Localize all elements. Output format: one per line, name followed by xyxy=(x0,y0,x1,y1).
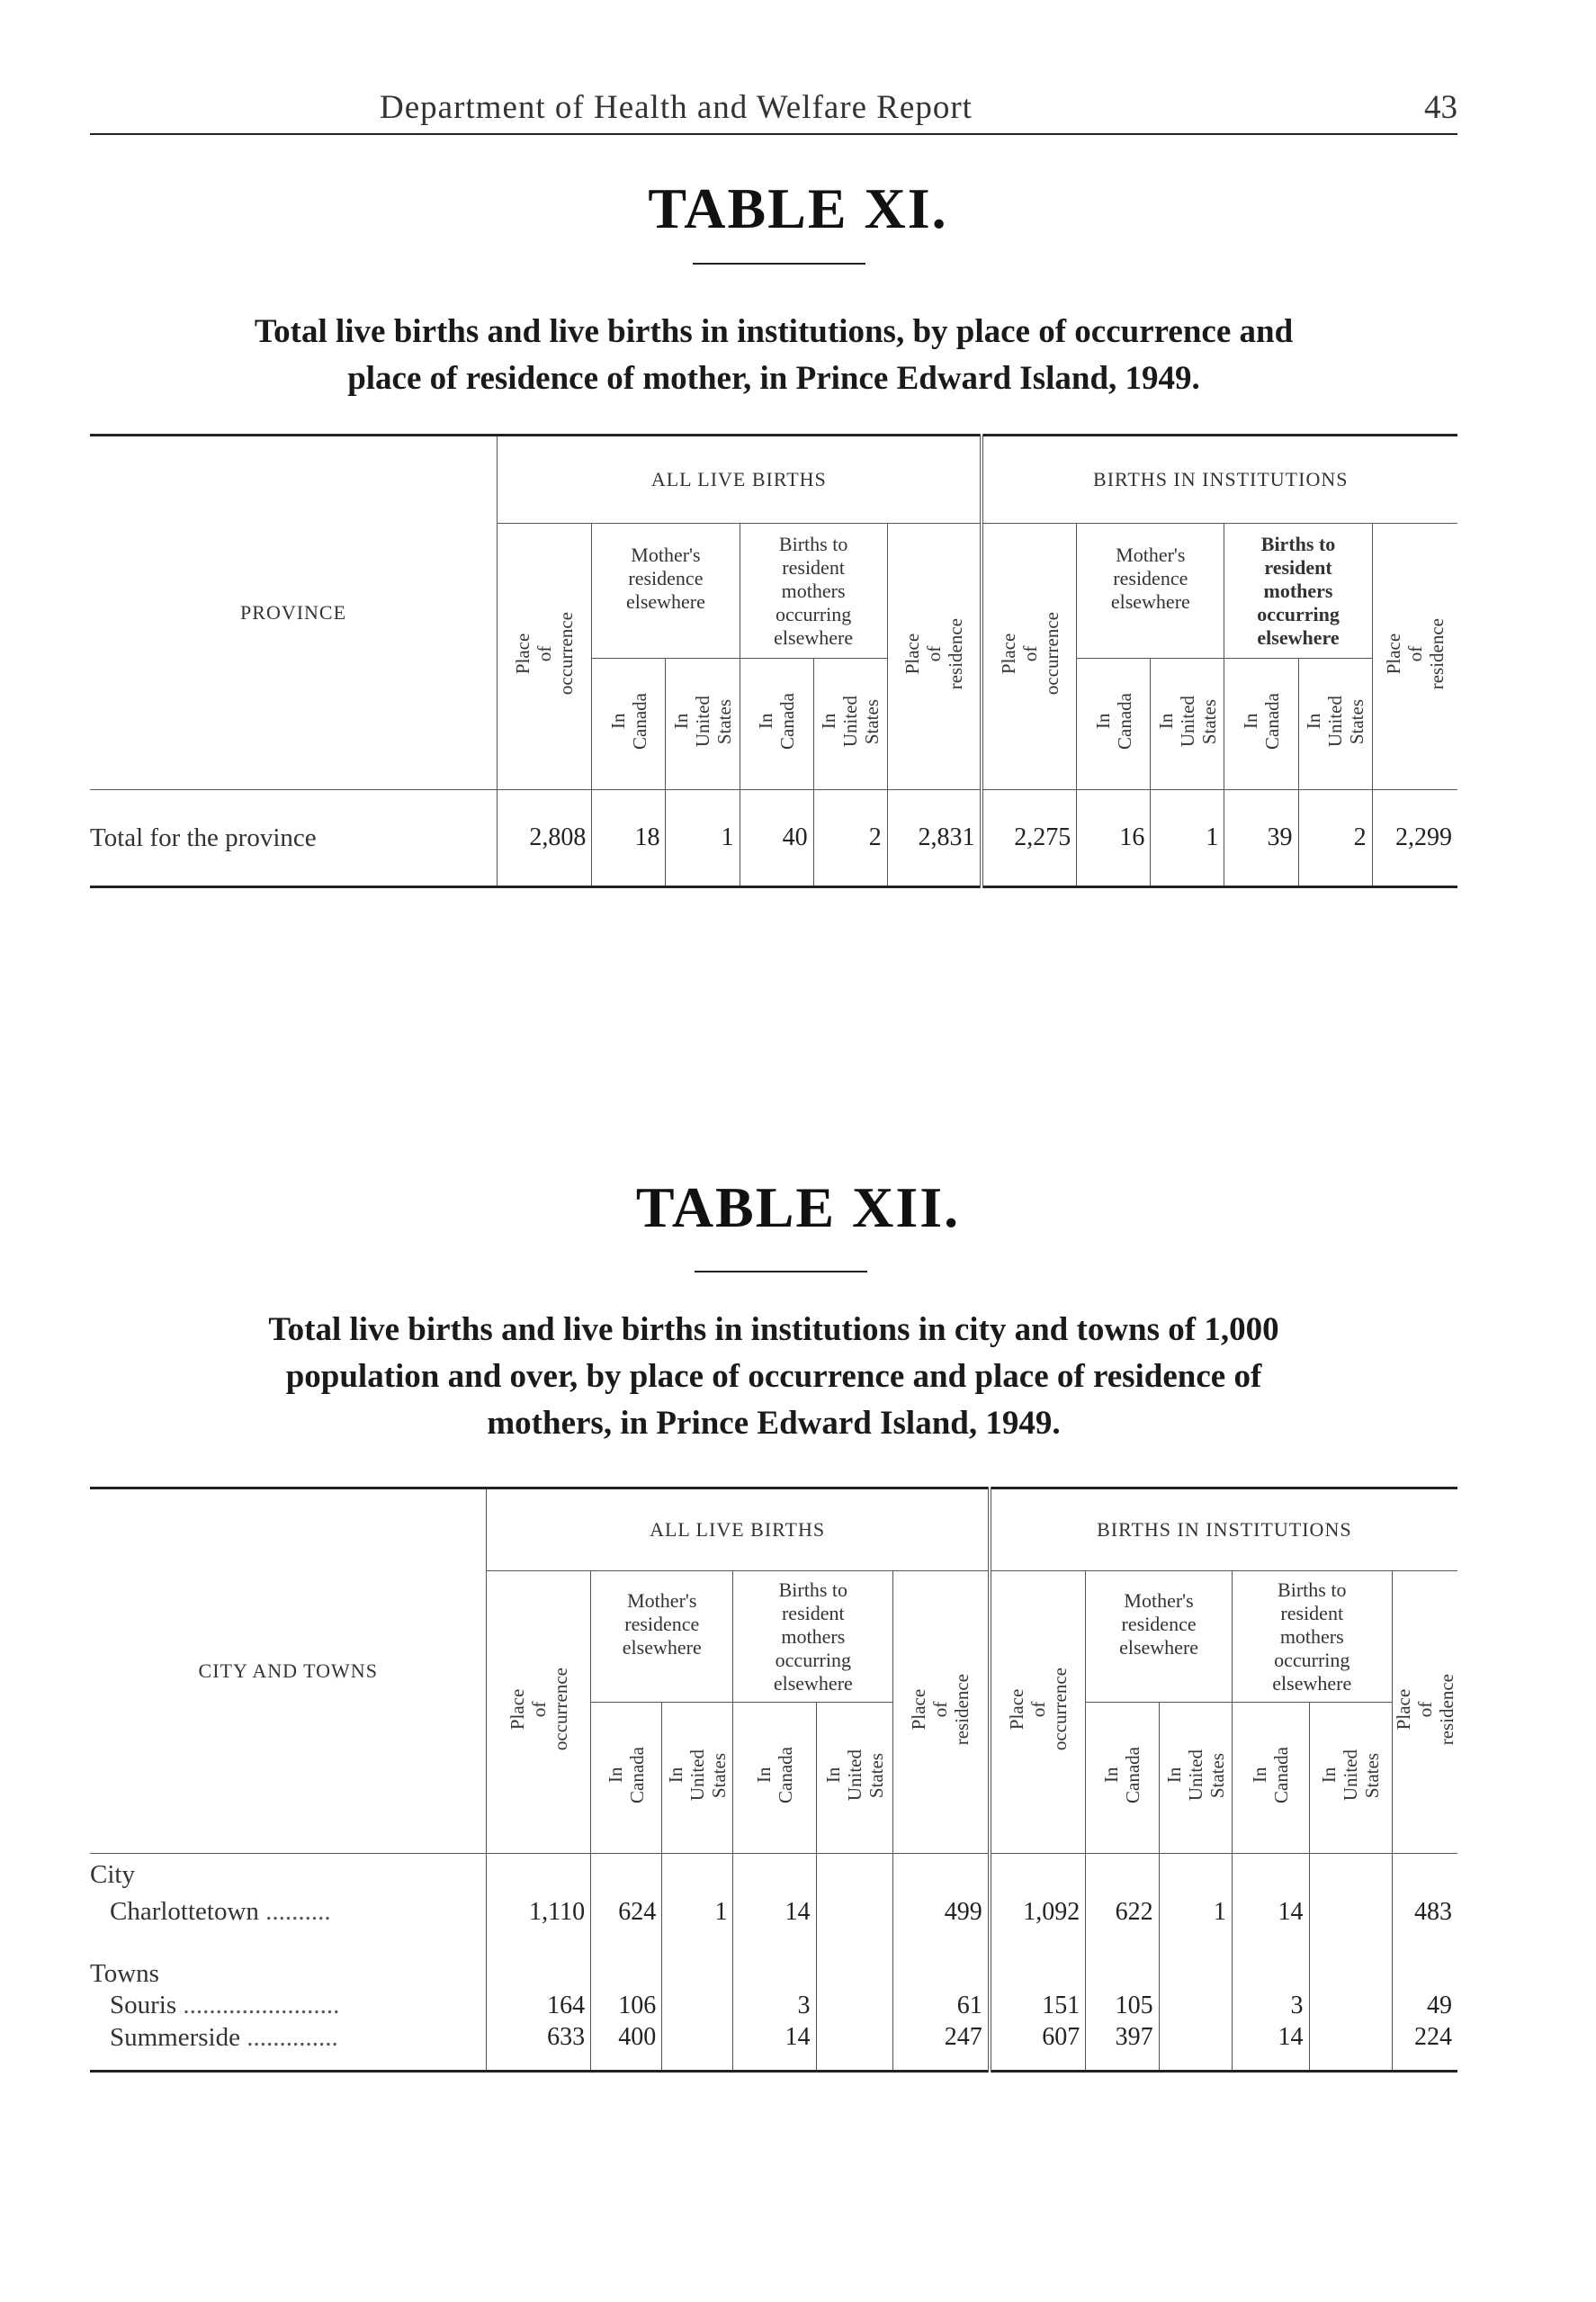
table-cell: 3 xyxy=(1232,1989,1309,2023)
table-xii-group-all-live-births: ALL LIVE BIRTHS xyxy=(487,1488,990,1571)
table-cell xyxy=(816,2023,893,2072)
table-cell xyxy=(662,2023,733,2072)
table-xii-row-label: Charlottetown xyxy=(110,1897,259,1926)
table-xi-col-in-us-1: In United States xyxy=(669,695,735,748)
table-xi-title: TABLE XI. xyxy=(648,176,948,240)
table-xii-col-in-us-2: In United States xyxy=(821,1749,887,1802)
table-cell: 624 xyxy=(591,1890,662,1935)
table-xii-col-mothers-residence-all: Mother's residence elsewhere xyxy=(591,1571,733,1703)
table-cell: 14 xyxy=(733,1890,816,1935)
table-cell: 39 xyxy=(1224,790,1298,887)
header-rule xyxy=(90,133,1457,135)
table-xi-col-mothers-residence-all: Mother's residence elsewhere xyxy=(592,524,740,659)
table-xii-col-births-resident-all: Births to resident mothers occurring elsewhere xyxy=(733,1571,893,1703)
table-cell: 397 xyxy=(1086,2023,1159,2072)
table-xii-caption xyxy=(90,1307,1457,1447)
table-cell: 622 xyxy=(1086,1890,1159,1935)
table-xi-row-label: Total for the province xyxy=(90,790,498,887)
table-cell xyxy=(1309,2023,1392,2072)
table-cell: 2 xyxy=(1298,790,1372,887)
table-xi-col-place-of-residence-inst: Place of residence xyxy=(1382,617,1448,690)
table-xi-col-in-canada-3: In Canada xyxy=(1091,693,1135,750)
table-cell: 400 xyxy=(591,2023,662,2072)
table-xii-col-in-canada-1: In Canada xyxy=(605,1747,649,1803)
table-cell: 1,092 xyxy=(990,1890,1086,1935)
table-row xyxy=(90,790,1457,887)
table-cell: 164 xyxy=(487,1989,591,2023)
table-xi-col-births-resident-inst: Births to resident mothers occurring elsewhere xyxy=(1224,524,1372,659)
table-cell: 40 xyxy=(740,790,813,887)
table-xii-col-place-of-occurrence-inst: Place of occurrence xyxy=(1005,1668,1071,1751)
table-cell: 633 xyxy=(487,2023,591,2072)
table-xi-caption-line-1: Total live births and live births in institutions, by place of occurrence and xyxy=(254,313,1294,350)
table-xi-col-mothers-residence-inst: Mother's residence elsewhere xyxy=(1077,524,1224,659)
table-xii-col-in-canada-2: In Canada xyxy=(753,1747,796,1803)
table-xi-caption-line-2: place of residence of mother, in Prince Edward Island, 1949. xyxy=(347,360,1200,397)
table-cell: 2,275 xyxy=(982,790,1076,887)
table-xii-row-label: Summerside xyxy=(110,2022,240,2052)
table-cell: 2 xyxy=(813,790,887,887)
table-cell xyxy=(662,1989,733,2023)
table-xii-title-rule xyxy=(695,1271,867,1272)
table-cell: 1 xyxy=(662,1890,733,1935)
table-xii-section-towns: Towns xyxy=(90,1958,159,1988)
page-number: 43 xyxy=(1424,89,1457,126)
table-xi-col-in-us-2: In United States xyxy=(818,695,883,748)
table-cell: 14 xyxy=(1232,2023,1309,2072)
table-xii-row-label: Souris xyxy=(110,1991,177,2019)
table-xii-col-in-canada-4: In Canada xyxy=(1249,1747,1293,1803)
table-cell xyxy=(1159,2023,1232,2072)
table-xi xyxy=(90,434,1457,888)
table-xii-col-place-of-residence-all: Place of residence xyxy=(908,1673,973,1746)
table-xii-caption-line-3: mothers, in Prince Edward Island, 1949. xyxy=(487,1405,1061,1442)
table-cell: 49 xyxy=(1392,1989,1457,2023)
table-cell: 607 xyxy=(990,2023,1086,2072)
table-cell xyxy=(1309,1890,1392,1935)
table-xii-col-in-canada-3: In Canada xyxy=(1100,1747,1144,1803)
table-row xyxy=(90,2023,1457,2072)
table-xi-col-in-canada-1: In Canada xyxy=(606,693,650,750)
table-xi-col-in-canada-2: In Canada xyxy=(755,693,799,750)
table-xi-col-place-of-occurrence-all: Place of occurrence xyxy=(512,612,578,696)
table-cell: 16 xyxy=(1077,790,1151,887)
table-xii-caption-line-1: Total live births and live births in institutions in city and towns of 1,000 xyxy=(268,1311,1279,1348)
leader-dots: ........................ xyxy=(176,1991,340,2019)
table-xii-col-place-of-occurrence-all: Place of occurrence xyxy=(506,1668,571,1751)
table-cell: 247 xyxy=(893,2023,990,2072)
table-xi-col-in-canada-4: In Canada xyxy=(1239,693,1283,750)
table-xi-col-births-resident-all: Births to resident mothers occurring elsewhere xyxy=(740,524,887,659)
table-cell: 14 xyxy=(1232,1890,1309,1935)
table-cell: 2,808 xyxy=(498,790,592,887)
table-xii-col-in-us-4: In United States xyxy=(1318,1749,1384,1802)
table-xii-section-city: City xyxy=(90,1854,487,1890)
table-cell: 3 xyxy=(733,1989,816,2023)
running-title: Department of Health and Welfare Report xyxy=(380,89,973,126)
table-cell xyxy=(1309,1989,1392,2023)
table-xii-stub-header: CITY AND TOWNS xyxy=(90,1488,487,1854)
table-cell: 14 xyxy=(733,2023,816,2072)
table-cell: 1 xyxy=(1159,1890,1232,1935)
table-row xyxy=(90,1890,1457,1935)
table-xi-col-in-us-4: In United States xyxy=(1303,695,1368,748)
table-cell: 499 xyxy=(893,1890,990,1935)
table-xii-title: TABLE XII. xyxy=(635,1175,961,1239)
table-xii-col-births-resident-inst: Births to resident mothers occurring elsewhere xyxy=(1232,1571,1392,1703)
table-xi-caption xyxy=(90,309,1457,402)
table-xi-group-births-in-institutions: BIRTHS IN INSTITUTIONS xyxy=(982,436,1457,524)
table-xi-title-rule xyxy=(693,263,865,265)
table-xii-col-place-of-residence-inst: Place of residence xyxy=(1392,1673,1457,1746)
table-xii-caption-line-2: population and over, by place of occurrence and place of residence of xyxy=(285,1358,1262,1395)
table-xii-col-in-us-1: In United States xyxy=(665,1749,731,1802)
table-cell: 1 xyxy=(666,790,740,887)
running-header xyxy=(90,88,1457,133)
table-row xyxy=(90,1989,1457,2023)
table-cell: 224 xyxy=(1392,2023,1457,2072)
table-cell: 61 xyxy=(893,1989,990,2023)
table-xii-col-mothers-residence-inst: Mother's residence elsewhere xyxy=(1086,1571,1233,1703)
table-cell: 483 xyxy=(1392,1890,1457,1935)
table-xi-group-all-live-births: ALL LIVE BIRTHS xyxy=(498,436,982,524)
leader-dots: .............. xyxy=(240,2022,338,2052)
table-cell: 1 xyxy=(1151,790,1224,887)
table-xii-group-births-in-institutions: BIRTHS IN INSTITUTIONS xyxy=(990,1488,1457,1571)
table-xi-stub-header: PROVINCE xyxy=(90,436,498,790)
table-cell: 18 xyxy=(592,790,666,887)
table-cell: 106 xyxy=(591,1989,662,2023)
table-cell: 2,299 xyxy=(1372,790,1457,887)
table-xii xyxy=(90,1487,1457,2073)
table-cell xyxy=(816,1989,893,2023)
table-xii-col-in-us-3: In United States xyxy=(1162,1749,1228,1802)
table-cell: 1,110 xyxy=(487,1890,591,1935)
leader-dots: .......... xyxy=(258,1897,331,1926)
table-cell xyxy=(1159,1989,1232,2023)
table-cell xyxy=(816,1890,893,1935)
table-xi-col-place-of-occurrence-inst: Place of occurrence xyxy=(997,612,1063,696)
table-cell: 151 xyxy=(990,1989,1086,2023)
table-cell: 2,831 xyxy=(887,790,982,887)
table-xi-col-in-us-3: In United States xyxy=(1154,695,1220,748)
table-cell: 105 xyxy=(1086,1989,1159,2023)
table-xi-col-place-of-residence-all: Place of residence xyxy=(901,617,967,690)
